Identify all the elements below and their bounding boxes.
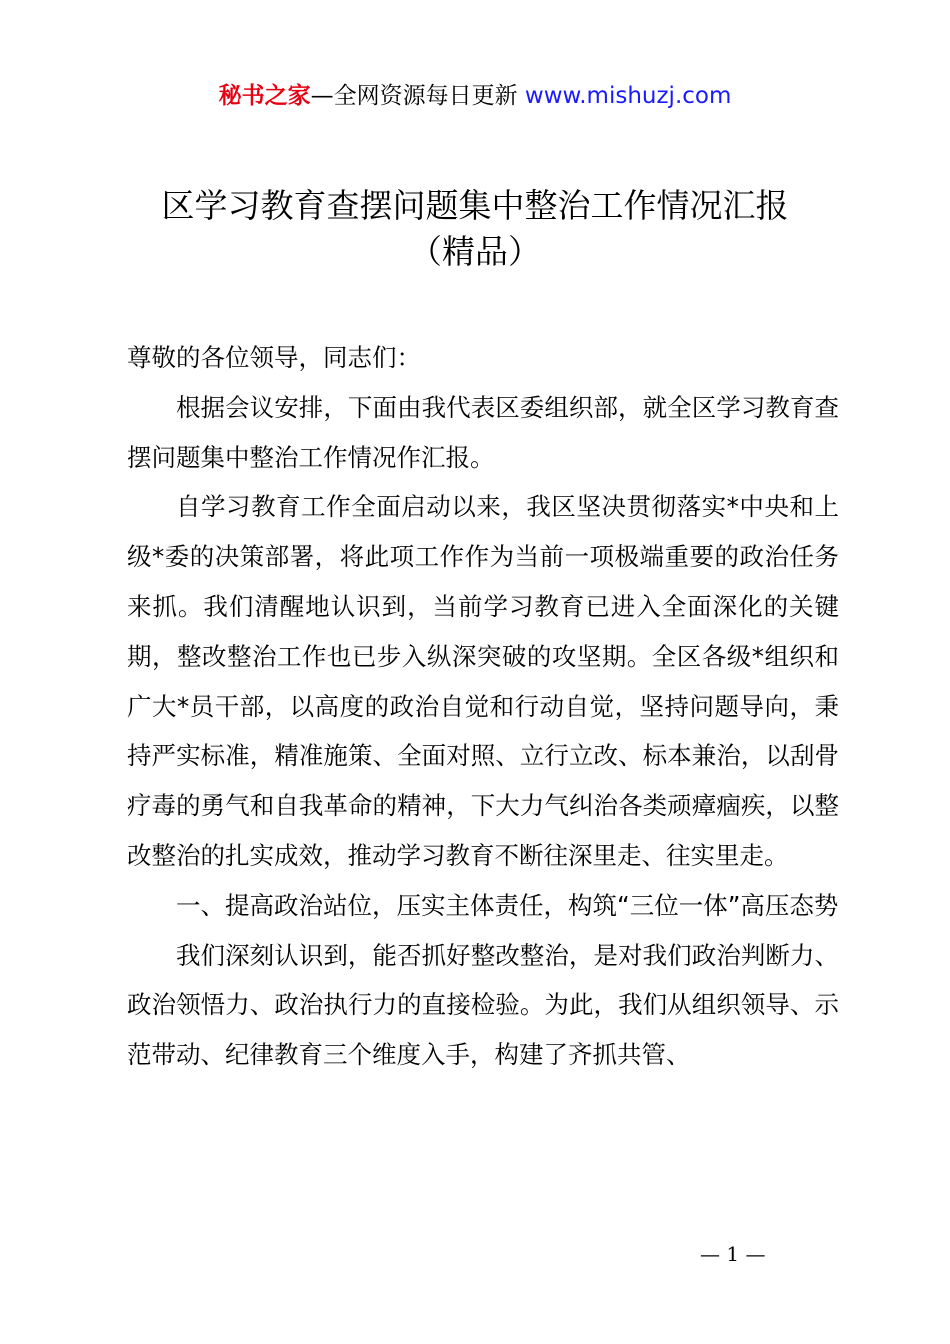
banner-tagline: —全网资源每日更新 <box>310 83 525 109</box>
paragraph-overview: 自学习教育工作全面启动以来，我区坚决贯彻落实*中央和上级*委的决策部署，将此项工作作为当前一项极端重要的政治任务来抓。我们清醒地认识到，当前学习教育已进入全面深化的关键期，整改整治工作也已步入纵深突破的攻坚期。全区各级*组织和广大*员干部，以高度的政治自觉和行动自觉，坚持问题导向，秉持严实标准，精准施策、全面对照、立行立改、标本兼治，以刮骨疗毒的勇气和自我革命的精神，下大力气纠治各类顽瘴痼疾，以整改整治的扎实成效，推动学习教育不断往深里走、往实里走。 <box>127 492 839 870</box>
paragraph-intro: 根据会议安排，下面由我代表区委组织部，就全区学习教育查摆问题集中整治工作情况作汇报。 <box>127 392 839 472</box>
document-body <box>127 333 839 1080</box>
salutation: 尊敬的各位领导，同志们： <box>127 343 421 372</box>
title-line-1: 区学习教育查摆问题集中整治工作情况汇报 <box>161 186 789 225</box>
site-url-link[interactable]: www.mishuzj.com <box>524 83 732 109</box>
section-heading: 一、提高政治站位，压实主体责任，构筑“三位一体”高压态势 <box>176 890 839 920</box>
site-banner <box>0 80 950 112</box>
section-paragraph: 我们深刻认识到，能否抓好整改整治，是对我们政治判断力、政治领悟力、政治执行力的直接检验。为此，我们从组织领导、示范带动、纪律教育三个维度入手，构建了齐抓共管、 <box>127 940 839 1070</box>
title-line-2: （精品） <box>409 232 541 271</box>
brand-name: 秘书之家 <box>218 83 311 109</box>
document-title <box>0 183 950 275</box>
page-number: — 1 — <box>700 1242 766 1266</box>
